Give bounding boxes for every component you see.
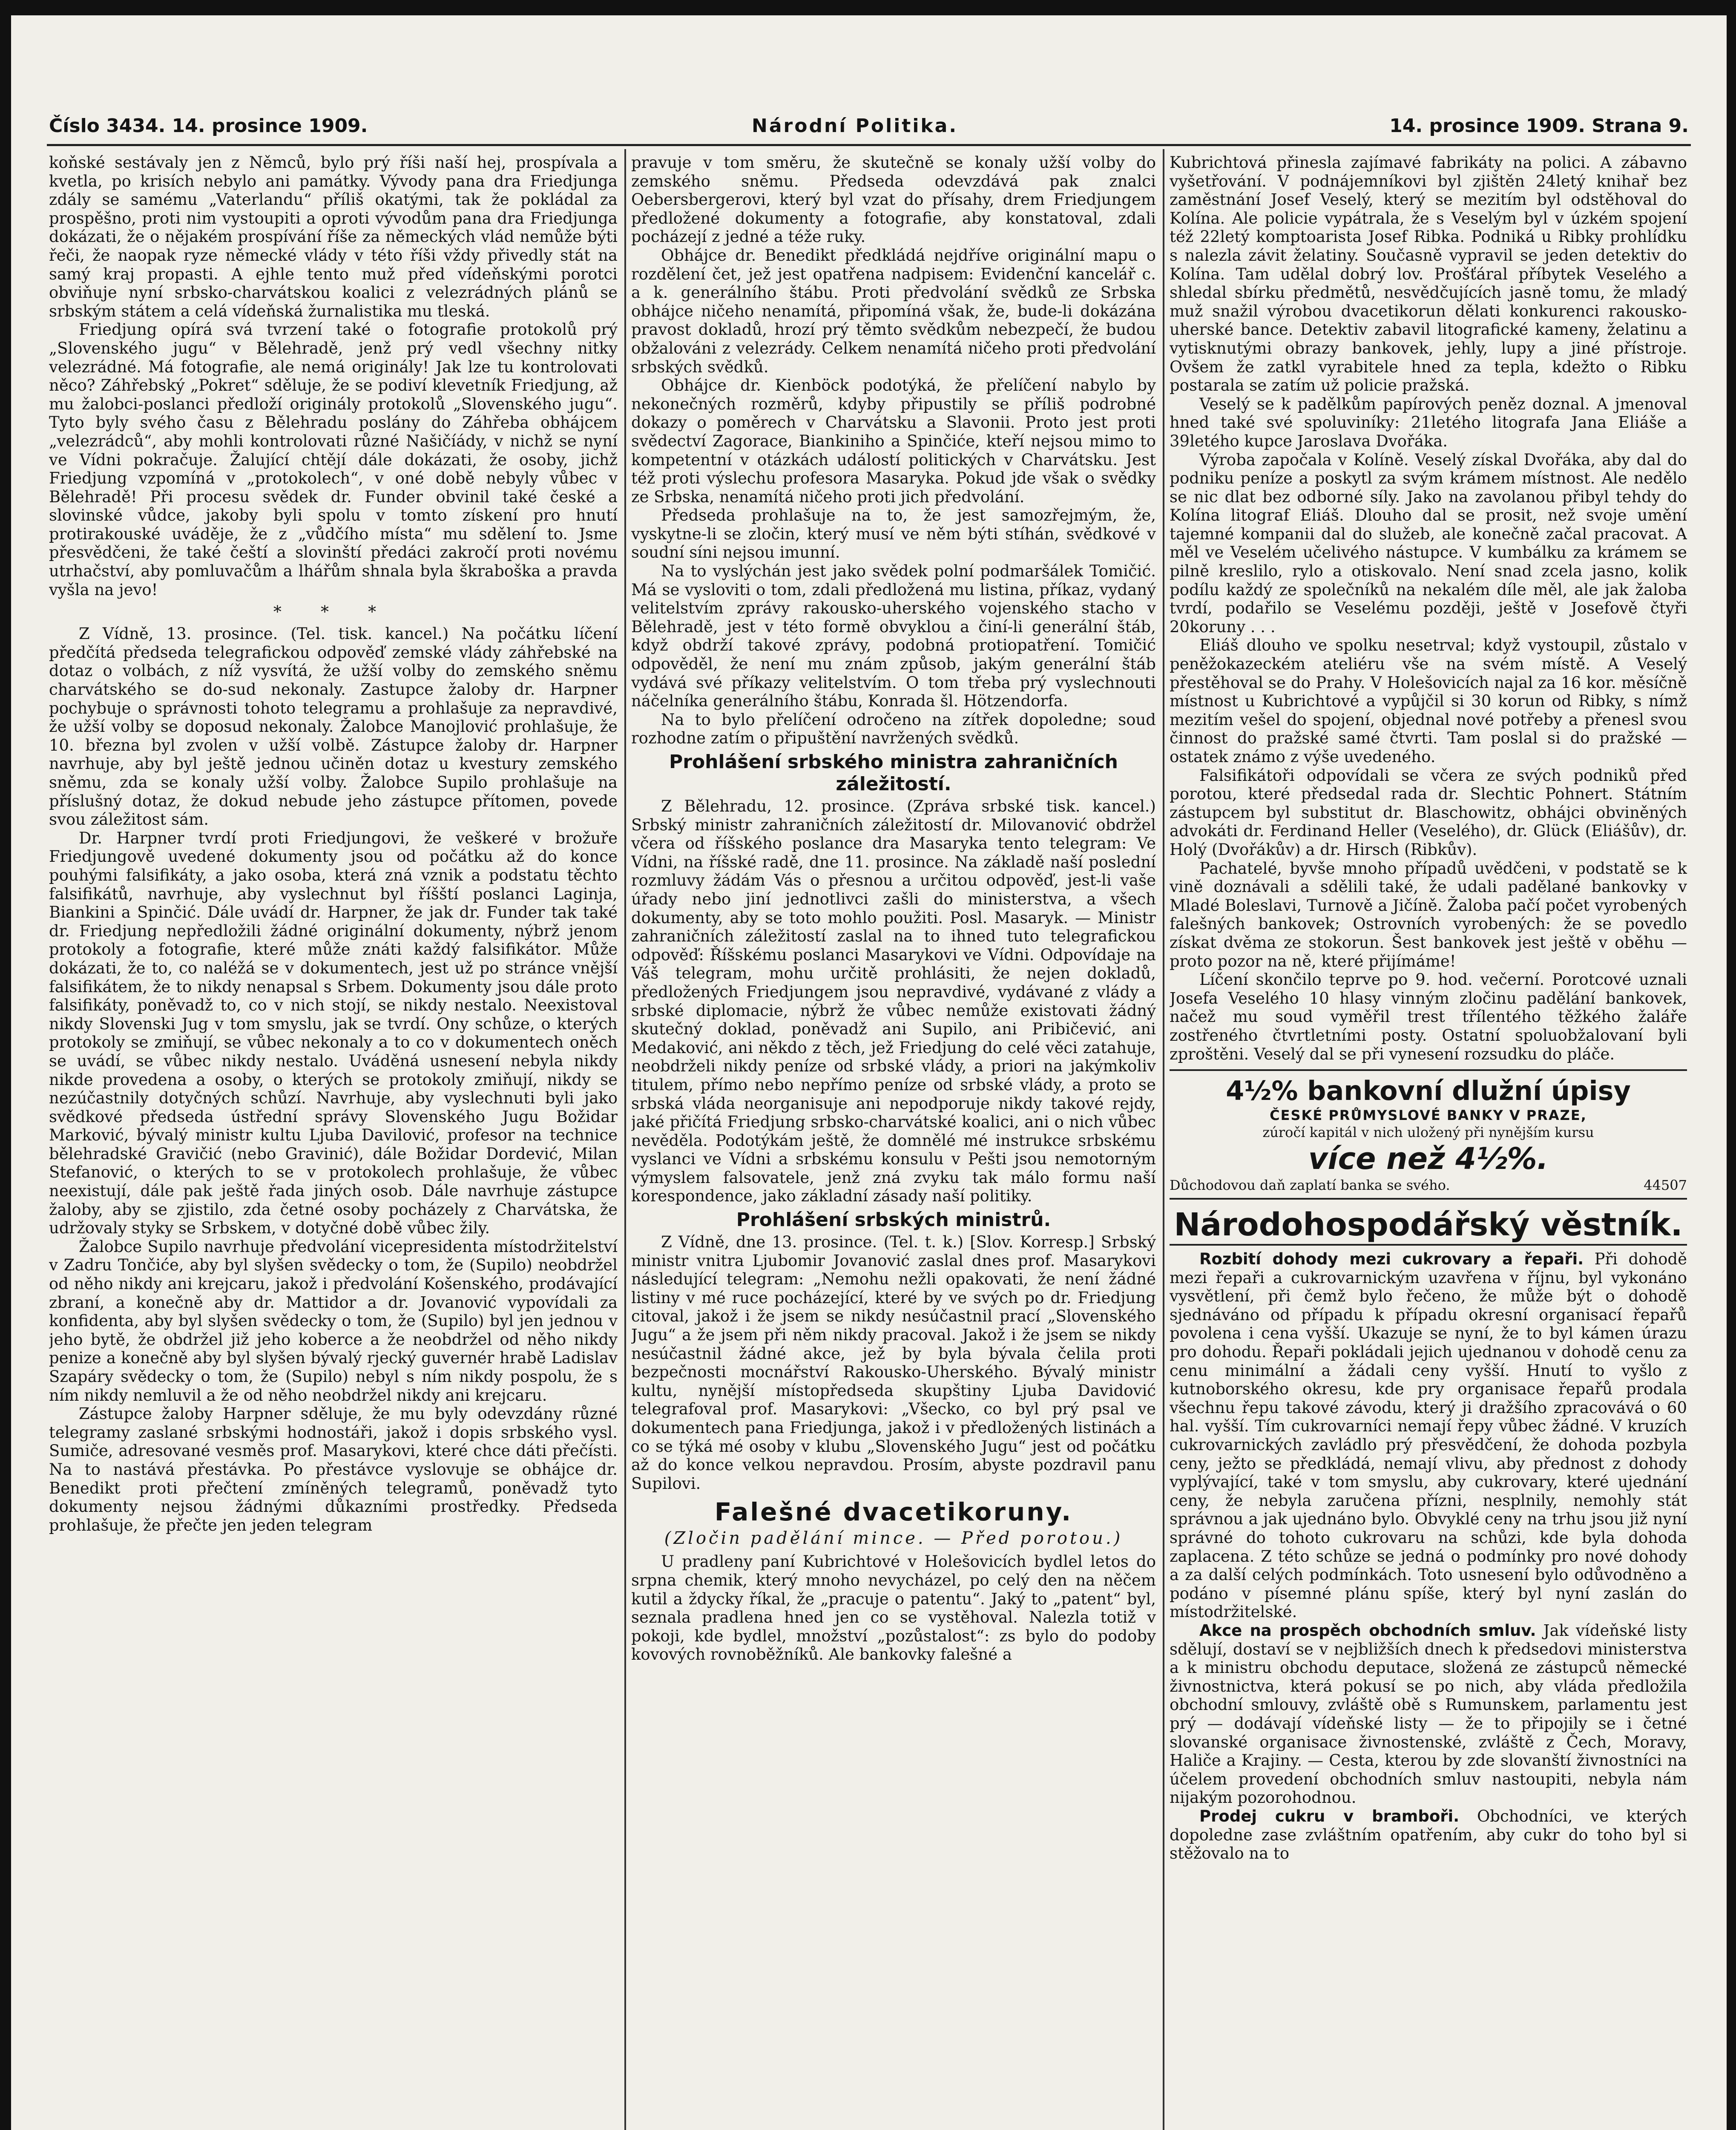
article-paragraph: Kubrichtová přinesla zajímavé fabrikáty na polici. A zábavno vyšetřování. V podnájemníkovi byl zjištěn 24letý knihař bez zaměstnání Josef Veselý, který se mezitím byl odstěhoval do Kolína. Ale policie vypátrala, že s Veselým byl v úzkém spojení též 22letý komptoarista Josef Ribka. Podniká u Ribky prohlídku s nalezla závit želatiny. Současně vypravil se jeden detektiv do Kolína. Tam udělal dobrý lov. Prošťáral příbytek Veselého a shledal sbírku předmětů, nesvědčujících jasně tomu, že mladý muž snažil výrobou dvacetikorun dělati konkurenci rakousko-uherské bance. Detektiv zabavil litografické kameny, želatinu a vytisknutými obrazy bankovek, jehly, lupy a jiné přístroje. Ovšem že zatkl vyrabitele hned za tepla, kdežto o Ribku postarala se zatím už policie pražská. — [1170, 153, 1687, 395]
masthead — [49, 115, 1689, 145]
item-heading: Rozbití dohody mezi cukrovary a řepaři. — [1199, 1250, 1584, 1269]
article-paragraph: Z Vídně, dne 13. prosince. (Tel. t. k.) [Slov. Korresp.] Srbský ministr vnitra Ljubomir Jovanović zaslal dnes prof. Masarykovi následující telegram: „Nemohu nežli opakovati, že není žádné listiny v mé ruce pocházející, které by ve svých po dr. Friedjung citoval, jakož i že jsem se nikdy nesúčastnil prací „Slovenského Jugu“ a že jsem při něm nikdy pracoval. Jakož i že jsem se nikdy nesúčastnil žádné akce, jež by byla bývala čelila proti bezpečnosti mocnářství Rakousko-Uherského. Bývalý ministr kultu, nynější místopředseda skupštiny Ljuba Davidović telegrafoval prof. Masarykovi: „Všecko, co byl prý psal ve dokumentech pana Friedjunga, jakož i v předložených listinách a co se týká mé osoby v klubu „Slovenského Jugu“ jest od počátku až do konce velkou nepravdou. Prosím, abyste pozdravil panu Supilovi. — [631, 1233, 1156, 1493]
item-heading: Akce na prospěch obchodních smluv. — [1199, 1621, 1536, 1640]
ad-bank-name: ČESKÉ PRŮMYSLOVÉ BANKY V PRAZE, — [1270, 1107, 1587, 1124]
article-paragraph: Falsifikátoři odpovídali se včera ze svých podniků před porotou, které předsedal rada dr. Slechtic Pohnert. Státním zástupcem byl substitut dr. Blaschowitz, obhájci obviněných advokáti dr. Ferdinand Heller (Veselého), dr. Glück (Eliášův), dr. Holý (Dvořákův) a dr. Hirsch (Ribkův). — [1170, 766, 1687, 859]
article-text: Při dohodě mezi řepaři a cukrovarnickým uzavřena v říjnu, byl vykonáno vysvětlení, při čemž bylo řečeno, že může být o dohodě sjednáváno od případu k případu okresní organisací řepařů povolena i cena vyšší. Ukazuje se nyní, že to byl kámen úrazu pro dohodu. Řepaři pokládali jejich ujednanou v dohodě cenu za cenu minimální a žádali ceny vyšší. Hnutí to vyšlo z kutnoborského okresu, kde pry organisace řepařů prodala všechnu řepu takové závodu, který ji dražšího zpracovává o 60 hal. vyšší. Tím cukrovarníci nemají řepy vůbec žádné. V kruzích cukrovarnických zavládlo prý přesvědčení, že dohoda pozbyla ceny, ježto se předkládá, nemají vlivu, aby přednost z dohody vyplývající, také v tom smyslu, aby cukrovary, které ujednání ceny, že nebyla zaručena přízni, nesplnily, nemohly stát správnou a jak ujednáno bylo. Obvyklé ceny na trhu jsou již nyní správné do tohoto cukrovaru na schůzi, kde byla dohoda zaplacena. Z této schůze se jedná o podmínky pro nové dohody a za další celých podmínkách. Toto usnesení bylo odůvodněno a podáno v písemné plánu spíše, který byl nyní zaslán do místodržitelské. — [1170, 1250, 1687, 1621]
article-paragraph: Obhájce dr. Benedikt předkládá nejdříve originální mapu o rozdělení čet, jež jest opatřena nadpisem: Evidenční kancelář c. a k. generálního štábu. Proti předvolání svědků ze Srbska obhájce ničeho nenamítá, připomíná však, že, bude-li dokázána pravost dokladů, hrozí prý těmto svědkům nebezpečí, že budou obžalováni z velezrády. Celkem nenamítá ničeho proti předvolání srbských svědků. — [631, 246, 1156, 376]
article-text: Jak vídeňské listy sdělují, dostaví se v nejbližších dnech k předsedovi ministerstva a k ministru obchodu deputace, složená ze zástupců německé živnostnictva, která pokusí se po nich, aby vláda předložila obchodní smlouvy, zvláště obě s Rumunskem, parlamentu jest prý — dodávají vídeňské listy — že to připojily se i četné slovanské organisace živnostenské, zvláště z Čech, Moravy, Haliče a Krajiny. — Cesta, kterou by zde slovanští živnostníci na účelem provedení obchodních smluv nastoupiti, nebyla nám nijakým pozorohodnou. — [1170, 1621, 1687, 1807]
article-text: Obchodníci, ve kterých dopoledne zase zvláštním opatřením, aby cukr do toho byl si stěžovalo na to — [1170, 1807, 1687, 1863]
article-paragraph: Na to vyslýchán jest jako svědek polní podmaršálek Tomičić. Má se vysloviti o tom, zdali předložená mu listina, příkaz, vydaný velitelstvím zprávy rakousko-uherského vojenského stacho v Bělehradě, jest v této formě obvyklou a činí-li generální štáb, když obdrží takové zprávy, podobná protiopatření. Tomičić odpověděl, že není mu znám způsob, jakým generální štáb vydává své příkazy velitelstvím. O tom třeba prý vyslechnouti náčelníka generálního štábu, Konrada šl. Hötzendorfa. — [631, 562, 1156, 711]
article-paragraph: koňské sestávaly jen z Němců, bylo prý říši naší hej, prospívala a kvetla, po krisích nebylo ani památky. Vývody pana dra Friedjunga zdály se samému „Vaterlandu“ příliš okatými, tak že pokládal za prospěšno, proti nim vystoupiti a oproti vývodům pana dra Friedjunga dokázati, že o nějakém prospívání říše za německých vlád nemůže býti řeči, že naopak ryze německé vlády v této říši vždy přivedly stát na samý kraj propasti. A ejhle tento muž před vídeňskými porotci obviňuje nyní srbsko-charvátskou koalici z velezrádných plánů se srbským státem a celá vídeňská žurnalistika mu tleská. — [49, 153, 618, 320]
ad-code: 44507 — [1644, 1177, 1687, 1194]
article-paragraph: Výroba započala v Kolíně. Veselý získal Dvořáka, aby dal do podniku peníze a poskytl za svým krámem místnost. Ale nedělo se nic dlat bez odborné síly. Jako na zavolanou přibyl tehdy do Kolína litograf Eliáš. Dlouho dal se prosit, než svoje umění tajemné kompanii dal do služeb, ale konečně začal pracovat. A měl ve Veselém učelivého nástupce. V kumbálku za krámem se pilně kreslilo, rylo a otiskovalo. Není snad zcela jasno, kolik podílu každý ze společníků na nekalém díle měl, ale jak žaloba tvrdí, podařilo se Veselému později, ještě v Josefově čtyři 20koruny . . . — [1170, 450, 1687, 636]
article-paragraph: Žalobce Supilo navrhuje předvolání vicepresidenta místodržitelství v Zadru Tončiće, aby byl slyšen svědecky o tom, že (Supilo) neobdržel od něho nikdy ani krejcaru, jakož i předvolání Košenského, prodávající zbraní, a konečně aby dr. Mattidor a dr. Jovanović vypovídali za konfidenta, aby byl slyšen svědecky o tom, že (Supilo) byl jen jednou v jeho bytě, že obdržel již jeho koberce a že neobdržel od něho nikdy penize a konečně aby byl slyšen bývalý rjecký guvernér hrabě Ladislav Szapáry svědecky o tom, že (Supilo) nebyl s ním nikdy pospolu, že s ním nikdy nemluvil a že od něho neobdržel nikdy ani krejcaru. — [49, 1237, 618, 1405]
article-paragraph: pravuje v tom směru, že skutečně se konaly užší volby do zemského sněmu. Předseda odevzdává pak znalci Oebersbergerovi, který byl vzat do přísahy, drem Friedjungem předložené dokumenty a fotografie, aby konstatoval, zdali pocházejí z jedné a téže ruky. — [631, 153, 1156, 246]
column-1 — [49, 153, 618, 2130]
ad-footer-text: Důchodovou daň zaplatí banka se svého. — [1170, 1177, 1450, 1194]
masthead-rule — [47, 144, 1691, 146]
article-headline: Falešné dvacetikoruny. — [714, 1497, 1073, 1527]
article-paragraph: Z Vídně, 13. prosince. (Tel. tisk. kancel.) Na počátku líčení předčítá předseda telegrafickou odpověď zemské vlády záhřebské na dotaz o volbách, z níž vysvítá, že užší volby do zemského sněmu charvátského se do-sud nekonaly. Zastupce žaloby dr. Harpner pochybuje o správnosti tohoto telegramu a prohlašuje za nepravdivé, že užší volby se doposud nekonaly. Žalobce Manojlović prohlašuje, že 10. března byl zvolen v užší volbě. Zástupce žaloby dr. Harpner navrhuje, aby byl ještě jednou učiněn dotaz u kvestury zemského sněmu, zda se konaly užší volby. Žalobce Supilo prohlašuje na příslušný dotaz, že dokud nebude jeho zástupce přítomen, povede svou záležitost sám. — [49, 625, 618, 829]
scan-border-left — [0, 0, 11, 2130]
section-title: Národohospodářský věstník. — [1170, 1206, 1687, 1246]
column-2 — [631, 153, 1156, 2130]
article-paragraph: Zástupce žaloby Harpner sděluje, že mu byly odevzdány různé telegramy zaslané srbskými hodnostáři, jakož i dopis srbského vysl. Sumiče, adresované vesměs prof. Masarykovi, které chce dáti přečísti. Na to nastává přestávka. Po přestávce vyslovuje se obhájce dr. Benedikt proti přečtení zmíněných telegramů, poněvadž tyto dokumenty nejsou žádnými důkazními prostředky. Předseda prohlašuje, že přečte jen jeden telegram — [49, 1405, 618, 1534]
article-paragraph: Veselý se k padělkům papírových peněz doznal. A jmenoval hned také své spoluviníky: 21letého litografa Jana Eliáše a 39letého kupce Jaroslava Dvořáka. — [1170, 394, 1687, 450]
article-headline: Prohlášení srbského ministra zahraničních záležitostí. — [669, 751, 1118, 795]
bank-advertisement — [1170, 1069, 1687, 1200]
article-paragraph: Dr. Harpner tvrdí proti Friedjungovi, že veškeré v brožuře Friedjungově uvedené dokumenty jsou od počátku až do konce pouhými falsifikáty, a jako osoba, která zná vznik a podstatu těchto falsifikátů, navrhuje, aby vyslechnut byl říšští poslanci Laginja, Biankini a Spinčić. Dále uvádí dr. Harpner, že jak dr. Funder tak také dr. Friedjung nepředložili žádné originální dokumenty, nýbrž jenom protokoly a fotografie, které může znáti každý falsifikátor. Může dokázati, že to, co naléžá se v dokumentech, jest už po stránce vnější falsifikátem, že to nikdy nenapsal s Srbem. Dokumenty jsou dále proto falsifikáty, poněvadž to, co v nich stojí, se nikdy nestalo. Neexistoval nikdy Slovenski Jug v tom smyslu, jak se tvrdí. Ony schůze, o kterých protokoly se zmiňují, se vůbec nekonaly a to co v dokumentech oněch se uvádí, se vůbec nikdy nestalo. Uváděná usnesení nebyla nikdy nikde provedena a osoby, o kterých se protokoly zmiňují, nikdy se nezúčastnily dotyčných schůzí. Navrhuje, aby vyslechnuti byli jako svědkové předseda ústřední správy Slovenského Jugu Božidar Marković, bývalý ministr kultu Ljuba Davilović, profesor na technice bělehradské Gravičić (nebo Gravinić), dále Božidar Dordević, Milan Stefanović, o kterých to se v protokolech prohlašuje, že vůbec neexistují, dále pak ještě řada jiných osob. Dále navrhuje zástupce žaloby, aby se zjistilo, zda četné osoby pocházely z Charvátska, že udržovaly styky se Srbskem, v dotyčné době vůbec žily. — [49, 829, 618, 1238]
column-separator-1 — [624, 149, 626, 2130]
article-paragraph: U pradleny paní Kubrichtové v Holešovicích bydlel letos do srpna chemik, který mnoho nevycházel, po celý den na něčem kutil a ždycky říkal, že „pracuje o patentu“. Jaký to „patent“ byl, seznala pradlena hned jen co se vystěhoval. Nalezla totiž v pokoji, kde bydlel, množství „pozůstalost“: zs bylo do podoby kovových rovnoběžníků. Ale bankovky falešné a — [631, 1552, 1156, 1664]
page-number: 14. prosince 1909. Strana 9. — [1389, 115, 1689, 137]
article-paragraph: Na to bylo přelíčení odročeno na zítřek dopoledne; soud rozhodne zatím o připuštění navržených svědků. — [631, 710, 1156, 748]
article-paragraph: Eliáš dlouho ve spolku nesetrval; když vystoupil, zůstalo v peněžokazeckém ateliéru vše na svém místě. A Veselý přestěhoval se do Prahy. V Holešovicích najal za 16 kor. měsíčně místnost u Kubrichtové a vypůjčil si 30 korun od Ribky, s nímž mezitím vešel do spojení, objednal nové potřeby a přenesl svou činnost do pražské samé čtvrti. Tam poslal si do pražské — ostatek známo z výše uvedeného. — [1170, 636, 1687, 766]
article-paragraph: Z Bělehradu, 12. prosince. (Zpráva srbské tisk. kancel.) Srbský ministr zahraničních záležitostí dr. Milovanović obdržel včera od říšského poslance dra Masaryka tento telegram: Ve Vídni, na říšské radě, dne 11. prosince. Na základě naší poslední rozmluvy žádám Vás o přesnou a určitou odpověď, jest-li vaše úřady nebo jiní jednotlivci zašli do ministerstva, a všech dokumenty, aby se toto mohlo použiti. Posl. Masaryk. — Ministr zahraničních záležitostí zaslal na to ihned tuto telegrafickou odpověď: Říšskému poslanci Masarykovi ve Vídni. Odpovídaje na Váš telegram, mohu určitě prohlásiti, že nejen dokladů, předložených Friedjungem jsou nepravdivé, vydávané z vlády a srbské diplomacie, nýbrž že vůbec nemůže existovati žádný skutečný doklad, poněvadž ani Supilo, ani Pribičević, ani Medaković, ani někdo z těch, jež Friedjung do celé věci zatahuje, neobdrželi nikdy peníze od srbské vlády, a priori na jakýmkoliv titulem, přímo nebo nepřímo peníze od srbské vlády, a proto se srbská vláda neorganisuje ani nepodporuje nikdy takové rejdy, jaké přičítá Friedjung srbsko-charvátské koalici, ani o nich vůbec nevěděla. Podotýkám ještě, že domnělé mé instrukce srbskému vyslanci ve Vídni a srbskému konsulu v Pešti jsou nemotorným výmyslem falsovatele, jenž zná zvyku tak málo formu naší korespondence, jako základní zásady naší politiky. — [631, 797, 1156, 1206]
section-divider-stars: * * * — [273, 602, 394, 622]
ad-subtext: zúročí kapitál v nich uložený při nynějším kursu — [1262, 1124, 1594, 1141]
issue-number-date: Číslo 3434. 14. prosince 1909. — [49, 115, 368, 137]
scan-border-right — [1727, 0, 1736, 2130]
article-paragraph: Obhájce dr. Kienböck podotýká, že přelíčení nabylo by nekonečných rozměrů, kdyby připustily se příliš podrobné dokazy o poměrech v Charvátsku a Slavonii. Proto jest proti svědectví Zagorace, Biankiniho a Spinčiće, kteří nejsou mimo to kompetentní v otázkách událostí politických v Charvátsku. Jest též proti výslechu profesora Masaryka. Pokud jde však o svědky ze Srbska, nenamítá ničeho proti jich předvolání. — [631, 376, 1156, 506]
ad-rate: více než 4½%. — [1308, 1141, 1549, 1177]
newspaper-title: Národní Politika. — [752, 115, 958, 137]
ad-footer — [1170, 1177, 1687, 1194]
article-paragraph: Friedjung opírá svá tvrzení také o fotografie protokolů prý „Slovenského jugu“ v Bělehradě, jenž prý vedl všechny nitky velezrádné. Má fotografie, ale nemá originály! Jak lze tu kontrolovati něco? Záhřebský „Pokret“ sděluje, že se podiví klevetník Friedjung, až mu žalobci-poslanci předloží originály protokolů „Slovenského jugu“. Tyto byly svého času z Bělehradu poslány do Záhřeba obhájcem „velezrádců“, aby mohli kontrolovati různé Našičíády, v nichž se nyní ve Vídni pokračuje. Žalující chtějí dále dokázati, že osoby, jichž Friedjung vzpomíná v „protokolech“, v oné době nebyly vůbec v Bělehradě! Při procesu svědek dr. Funder obvinil také české a slovinské vůdce, jakoby byli spolu v tomto získení pro hnutí protirakouské uváděje, že z „vůdčího místa“ mu sdělení to. Jsme přesvědčeni, že také čeští a slovinští předáci zakročí proti novému utrhačství, aby pomluvačům a lhářům shnala byla škraboška a pravda vyšla na jevo! — [49, 320, 618, 599]
article-headline: Prohlášení srbských ministrů. — [736, 1209, 1051, 1231]
column-3 — [1170, 153, 1687, 2130]
article-paragraph: Pachatelé, byvše mnoho případů uvědčeni, v podstatě se k vině doznávali a sdělili také, že udali padělané bankovky v Mladé Boleslavi, Turnově a Jičíně. Žaloba pačí počet vyrobených falešných bankovek; Ostrovních vyrobených: že se povedlo získat dvěma ze stokorun. Šest bankovek jest ještě v oběhu — proto pozor na ně, které přijímáme! — [1170, 859, 1687, 970]
ad-title: 4½% bankovní dlužní úpisy — [1226, 1075, 1631, 1107]
item-heading: Prodej cukru v bramboři. — [1199, 1807, 1460, 1825]
article-paragraph: Líčení skončilo teprve po 9. hod. večerní. Porotcové uznali Josefa Veselého 10 hlasy vinným zločinu padělání bankovek, načež mu soud vyměřil trest třílentého těžkého žaláře zostřeného čtvrtletními posty. Ostatní spoluobžalovaní byli zproštěni. Veselý dal se při vynesení rozsudku do pláče. — [1170, 970, 1687, 1063]
scan-border-top — [0, 0, 1736, 15]
column-separator-2 — [1163, 149, 1164, 2130]
article-subheadline: (Zločin padělání mince. — Před porotou.) — [664, 1528, 1123, 1549]
article-paragraph: Předseda prohlašuje na to, že jest samozřejmým, že, vyskytne-li se zločin, který musí ve něm býti stíhán, svědkové v soudní síni nejsou imunní. — [631, 506, 1156, 562]
